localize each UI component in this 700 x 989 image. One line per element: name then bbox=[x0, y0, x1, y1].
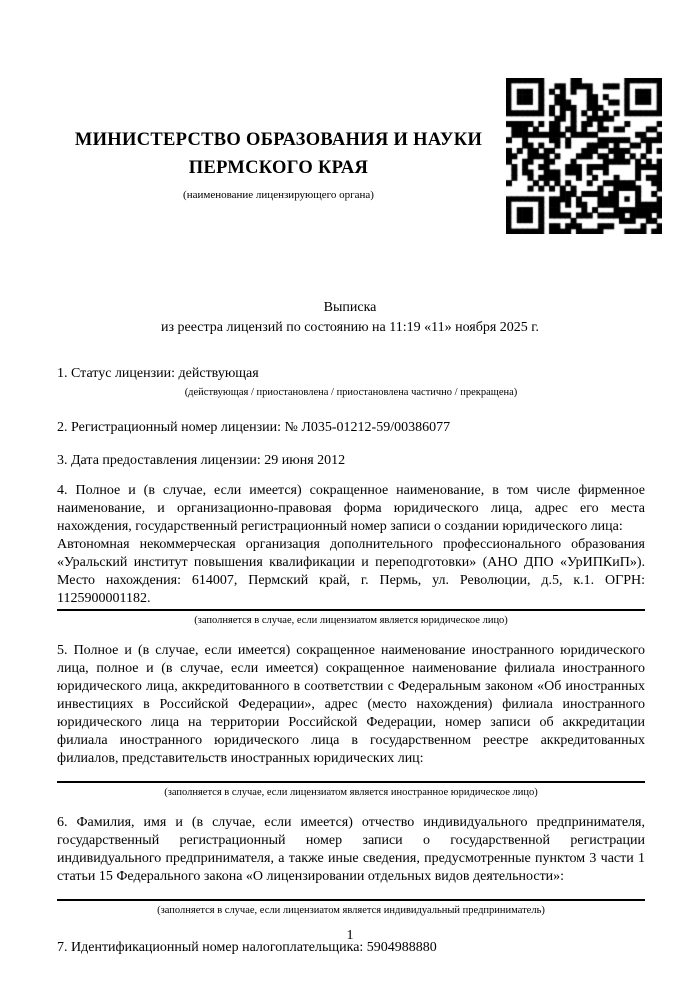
page-number: 1 bbox=[346, 928, 354, 943]
ministry-name-line2: ПЕРМСКОГО КРАЯ bbox=[188, 158, 369, 178]
item-grant-date bbox=[57, 452, 645, 470]
license-status-text: 1. Статус лицензии: действующая bbox=[57, 366, 259, 381]
legal-entity-question: 4. Полное и (в случае, если имеется) сокращенное наименование, в том числе фирменное наименование, и организационно-правовая форма юридического лица, адрес его места нахождения, государственный регистрационный номер записи о создании юридического лица: bbox=[57, 483, 645, 534]
entrepreneur-blank-line bbox=[57, 886, 645, 901]
entrepreneur-caption: (заполняется в случае, если лицензиатом является индивидуальный предприниматель) bbox=[157, 905, 545, 916]
item-license-status bbox=[57, 365, 645, 399]
registration-number-text: 2. Регистрационный номер лицензии: № Л035-01212-59/00386077 bbox=[57, 420, 451, 435]
item-registration-number bbox=[57, 419, 645, 437]
ministry-name-line1: МИНИСТЕРСТВО ОБРАЗОВАНИЯ И НАУКИ bbox=[74, 130, 483, 150]
document-body bbox=[0, 365, 700, 957]
legal-entity-caption: (заполняется в случае, если лицензиатом является юридическое лицо) bbox=[194, 615, 508, 626]
ministry-block bbox=[57, 126, 500, 202]
foreign-entity-blank-line bbox=[57, 768, 645, 783]
entrepreneur-question: 6. Фамилия, имя и (в случае, если имеется) отчество индивидуального предпринимателя, государственный регистрационный номер записи о государственной регистрации индивидуального предпринимателя, а также иные сведения, предусмотренные пунктом 3 части 1 статьи 15 Федерального закона «О лицензировании отдельных видов деятельности»: bbox=[57, 815, 645, 884]
legal-entity-underline bbox=[57, 609, 645, 611]
license-status-caption: (действующая / приостановлена / приостановлена частично / прекращена) bbox=[184, 387, 518, 398]
document-title-line2: из реестра лицензий по состоянию на 11:19 «11» ноября 2025 г. bbox=[161, 320, 539, 335]
qr-code-icon bbox=[506, 78, 662, 234]
foreign-entity-question: 5. Полное и (в случае, если имеется) сокращенное наименование иностранного юридического лица, полное и (в случае, если имеется) сокращенное наименование филиала иностранного юридического лица, аккредитованного в соответствии с Федеральным законом «Об иностранных инвестициях в Российской Федерации», адрес (место нахождения) филиала иностранного юридического лица на территории Российской Федерации, номер записи об аккредитации филиала иностранного юридического лица в государственном реестре аккредитованных филиалов, представительств иностранных юридических лиц: bbox=[57, 643, 645, 766]
grant-date-text: 3. Дата предоставления лицензии: 29 июня 2012 bbox=[57, 453, 346, 468]
document-header bbox=[0, 0, 700, 240]
foreign-entity-caption: (заполняется в случае, если лицензиатом является иностранное юридическое лицо) bbox=[164, 787, 538, 798]
ministry-caption: (наименование лицензирующего органа) bbox=[183, 189, 374, 201]
item-legal-entity bbox=[57, 482, 645, 627]
document-title-line1: Выписка bbox=[323, 300, 377, 315]
taxpayer-number-text: 7. Идентификационный номер налогоплательщика: 5904988880 bbox=[57, 940, 437, 955]
item-foreign-entity bbox=[57, 642, 645, 799]
legal-entity-value: Автономная некоммерческая организация дополнительного профессионального образования «Уральский институт повышения квалификации и переподготовки» (АНО ДПО «УрИПКиП»). Место нахождения: 614007, Пермский край, г. Пермь, ул. Революции, д.5, к.1. ОГРН: 1125900001182. bbox=[57, 537, 645, 606]
document-title bbox=[0, 298, 700, 338]
item-entrepreneur bbox=[57, 814, 645, 917]
